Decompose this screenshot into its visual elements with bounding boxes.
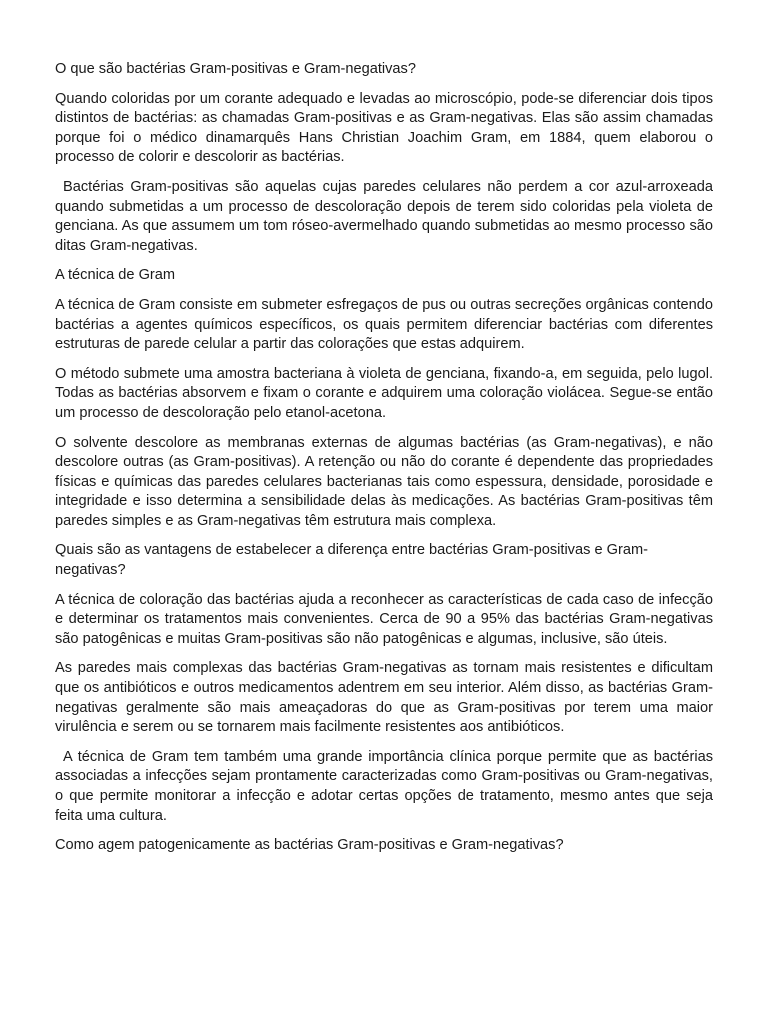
paragraph-intro: Quando coloridas por um corante adequado e levadas ao microscópio, pode-se diferenciar dois tipos distintos de bactérias: as chamadas Gram-positivas e as Gram-negativas. Elas são assim chamadas porque foi o médico dinamarquês Hans Christian Joachim Gram, em 1884, quem elaborou o processo de colorir e descolorir as bactérias. xyxy=(55,90,713,166)
document-page xyxy=(55,60,713,866)
question-heading-gram-types: O que são bactérias Gram-positivas e Gram-negativas? xyxy=(55,61,416,77)
paragraph-staining-benefits: A técnica de coloração das bactérias ajuda a reconhecer as características de cada caso de infecção e determinar os tratamentos mais convenientes. Cerca de 90 a 95% das bactérias Gram-negativas são patogênicas e muitas Gram-positivas são não patogênicas e algumas, inclusive, são úteis. xyxy=(55,591,713,647)
paragraph-resistance: As paredes mais complexas das bactérias Gram-negativas as tornam mais resistentes e dificultam que os antibióticos e outros medicamentos adentrem em seu interior. Além disso, as bactérias Gram-negativas geralmente são mais ameaçadoras do que as Gram-positivas por terem uma maior virulência e serem ou se tornarem mais facilmente resistentes aos antibióticos. xyxy=(55,660,713,736)
paragraph-method: O método submete uma amostra bacteriana à violeta de genciana, fixando-a, em seguida, pelo lugol. Todas as bactérias absorvem e fixam o corante e adquirem uma coloração violácea. Segue-se então um processo de descoloração pelo etanol-acetona. xyxy=(55,365,713,421)
paragraph-solvent: O solvente descolore as membranas externas de algumas bactérias (as Gram-negativas), e não descolore outras (as Gram-positivas). A retenção ou não do corante é dependente das propriedades físicas e químicas das paredes celulares bacterianas tais como espessura, densidade, porosidade e integridade e isso determina a sensibilidade delas às medicações. As bactérias Gram-positivas têm paredes simples e as Gram-negativas têm estrutura mais complexa. xyxy=(55,434,713,529)
question-heading-pathogenic-action: Como agem patogenicamente as bactérias Gram-positivas e Gram-negativas? xyxy=(55,837,564,854)
question-heading-advantages: Quais são as vantagens de estabelecer a diferença entre bactérias Gram-positivas e Gram-negativas? xyxy=(55,542,648,579)
paragraph-definition: Bactérias Gram-positivas são aquelas cujas paredes celulares não perdem a cor azul-arroxeada quando submetidas a um processo de descoloração depois de terem sido coloridas pela violeta de genciana. As que assumem um tom róseo-avermelhado quando submetidas ao mesmo processo são ditas Gram-negativas. xyxy=(55,178,713,254)
paragraph-technique: A técnica de Gram consiste em submeter esfregaços de pus ou outras secreções orgânicas contendo bactérias a agentes químicos específicos, os quais permitem diferenciar bactérias com diferentes estruturas de parede celular a partir das colorações que estas adquirem. xyxy=(55,296,713,353)
paragraph-clinical-importance: A técnica de Gram tem também uma grande importância clínica porque permite que as bactérias associadas a infecções sejam prontamente caracterizadas como Gram-positivas ou Gram-negativas, o que permite monitorar a infecção e adotar certas opções de tratamento, mesmo antes que seja feita uma cultura. xyxy=(55,748,713,824)
section-heading-gram-technique: A técnica de Gram xyxy=(55,267,176,284)
